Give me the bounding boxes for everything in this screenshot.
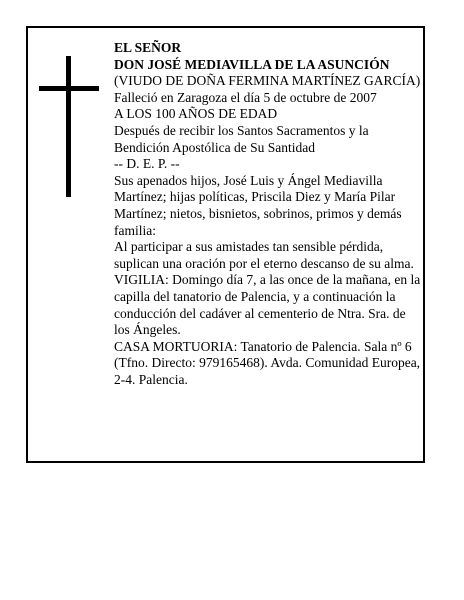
widower-note: (VIUDO DE DOÑA FERMINA MARTÍNEZ GARCÍA)	[114, 73, 421, 89]
rest-in-peace: -- D. E. P. --	[114, 156, 180, 172]
deceased-honorific: EL SEÑOR	[114, 40, 182, 55]
funeral-home-details: CASA MORTUORIA: Tanatorio de Palencia. Sala nº 6 (Tfno. Directo: 979165468). Avda. Comunidad Europea, 2-4. Palencia.	[114, 338, 421, 387]
obituary-notice	[26, 26, 425, 463]
prayer-request: Al participar a sus amistades tan sensible pérdida, suplican una oración por el eterno descanso de su alma.	[114, 239, 414, 271]
cross-icon-bar	[39, 86, 99, 91]
age-at-death: A LOS 100 AÑOS DE EDAD	[114, 106, 278, 122]
cross-icon	[66, 56, 71, 197]
sacraments-note: Después de recibir los Santos Sacramentos y la Bendición Apostólica de Su Santidad	[114, 122, 369, 155]
family-announcement: Sus apenados hijos, José Luis y Ángel Mediavilla Martínez; hijas políticas, Priscila Diez y María Pilar Martínez; nietos, bisnietos, sobrinos, primos y demás familia:	[114, 172, 402, 238]
notice-body	[114, 40, 422, 388]
deceased-name: DON JOSÉ MEDIAVILLA DE LA ASUNCIÓN	[114, 56, 390, 72]
vigil-details: VIGILIA: Domingo día 7, a las once de la mañana, en la capilla del tanatorio de Palencia, y a continuación la conducción del cadáver al cementerio de Ntra. Sra. de los Ángeles.	[114, 272, 421, 338]
death-details: Falleció en Zaragoza el día 5 de octubre de 2007	[114, 89, 377, 105]
